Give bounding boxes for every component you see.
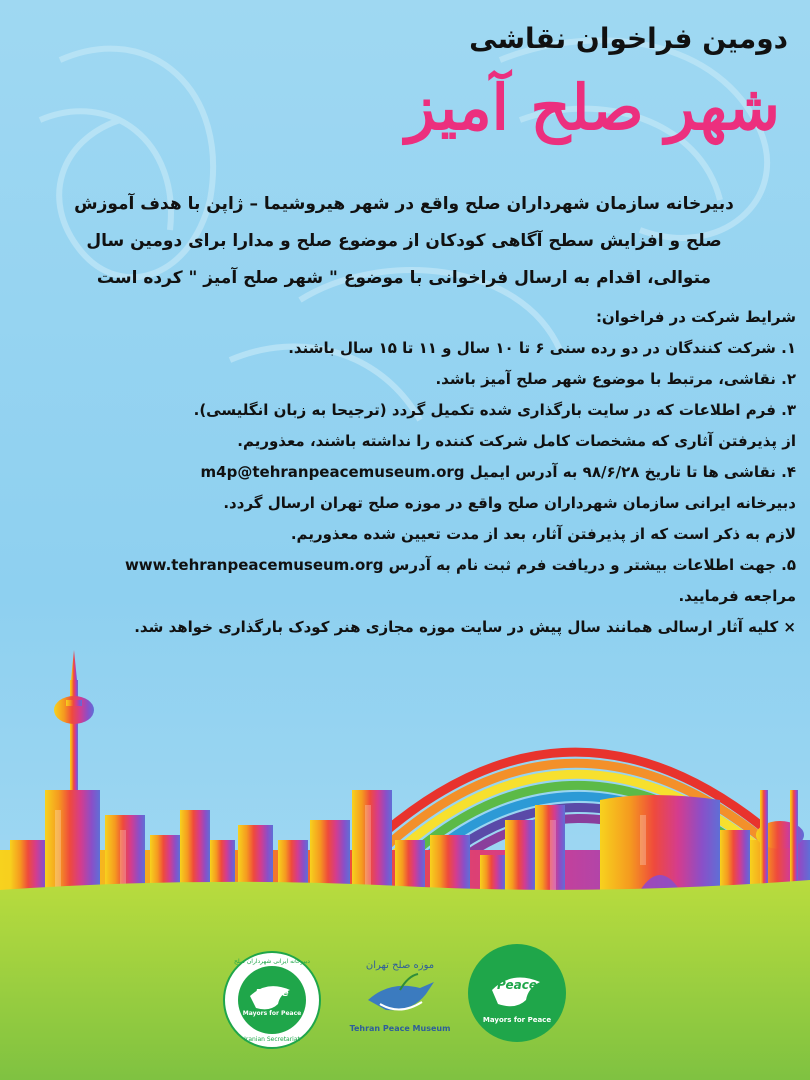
- mayors-for-peace-iranian-secretariat-logo: [222, 950, 322, 1050]
- condition-line: دبیرخانه ایرانی سازمان شهرداران صلح واقع در موزه صلح تهران ارسال گردد.: [223, 494, 796, 512]
- poster-title: شهر صلح آمیز: [405, 71, 780, 144]
- condition-line: ۱. شرکت کنندگان در دو رده سنی ۶ تا ۱۰ سال و ۱۱ تا ۱۵ سال باشند.: [288, 339, 796, 357]
- museum-title-fa: موزه صلح تهران: [365, 960, 435, 971]
- condition-line: مراجعه فرمایید.: [678, 587, 796, 605]
- intro-line: صلح و افزایش سطح آگاهی کودکان از موضوع صلح و مدارا برای دومین سال: [86, 231, 722, 251]
- condition-line: لازم به ذکر است که از پذیرفتن آثار، بعد از مدت تعیین شده معذوریم.: [290, 525, 796, 543]
- conditions-heading: شرایط شرکت در فراخوان:: [595, 308, 796, 326]
- logo-peace-text: Peace: [255, 988, 289, 999]
- museum-title-en: Tehran Peace Museum: [349, 1024, 451, 1033]
- poster-subtitle: دومین فراخوان نقاشی: [469, 22, 788, 55]
- logo-caption: Mayors for Peace: [482, 1016, 552, 1024]
- condition-line-website: ۵. جهت اطلاعات بیشتر و دریافت فرم ثبت نام به آدرس www.tehranpeacemuseum.org: [124, 556, 796, 574]
- intro-paragraph: [20, 186, 788, 297]
- condition-line: ۲. نقاشی، مرتبط با موضوع شهر صلح آمیز باشد.: [435, 370, 796, 388]
- tehran-peace-museum-logo: [340, 960, 460, 1040]
- museum-dove-icon: [360, 972, 440, 1022]
- logo-ring-top-text: دبیرخانه ایرانی شهرداران صلح: [234, 958, 310, 965]
- intro-line: متوالی، اقدام به ارسال فراخوانی با موضوع " شهر صلح آمیز " کرده است: [96, 268, 712, 288]
- logo-ring-bottom-text: Iranian Secretariat: [244, 1036, 300, 1043]
- logo-peace-text: Peace: [497, 978, 537, 992]
- mayors-for-peace-logo: [466, 942, 568, 1044]
- intro-line: دبیرخانه سازمان شهرداران صلح واقع در شهر هیروشیما – ژاپن با هدف آموزش: [74, 194, 734, 214]
- conditions-section: [14, 302, 796, 643]
- condition-line: ۳. فرم اطلاعات که در سایت بارگذاری شده تکمیل گردد (ترجیحا به زبان انگلیسی).: [193, 401, 796, 419]
- condition-line-note: × کلیه آثار ارسالی همانند سال پیش در سایت موزه مجازی هنر کودک بارگذاری خواهد شد.: [134, 618, 796, 636]
- logo-caption: Mayors for Peace: [242, 1010, 302, 1017]
- condition-line: از پذیرفتن آثاری که مشخصات کامل شرکت کننده را نداشته باشند، معذوریم.: [237, 432, 796, 450]
- condition-line-email: ۴. نقاشی ها تا تاریخ ۹۸/۶/۲۸ به آدرس ایمیل m4p@tehranpeacemuseum.org: [200, 463, 796, 481]
